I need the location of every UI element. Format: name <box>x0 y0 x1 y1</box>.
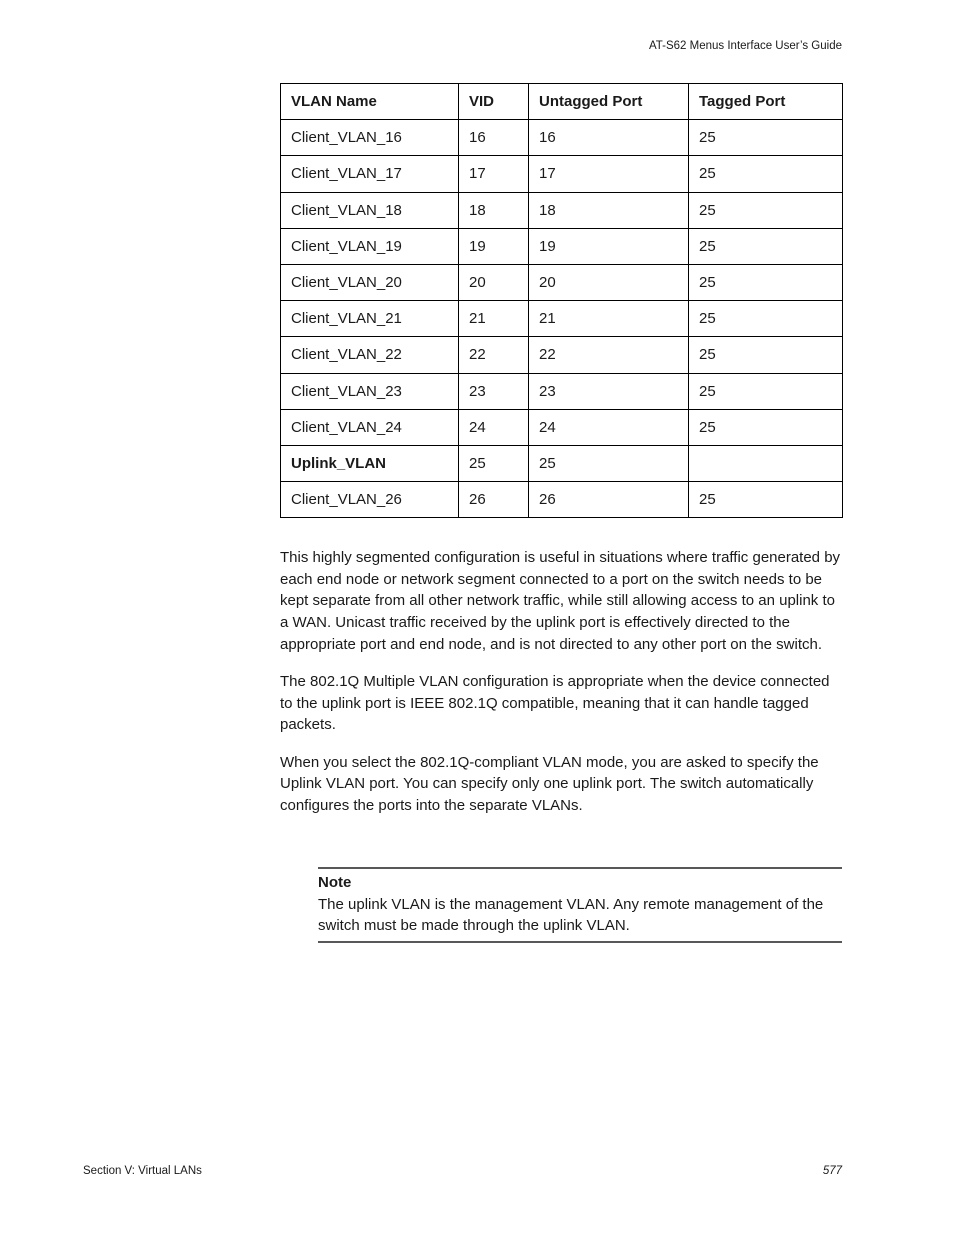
cell-vid: 23 <box>459 373 529 409</box>
cell-untagged-port: 18 <box>529 192 689 228</box>
cell-untagged-port: 17 <box>529 156 689 192</box>
cell-tagged-port: 25 <box>689 156 843 192</box>
cell-untagged-port: 26 <box>529 482 689 518</box>
cell-vid: 17 <box>459 156 529 192</box>
cell-vlan-name: Client_VLAN_24 <box>281 409 459 445</box>
cell-untagged-port: 25 <box>529 445 689 481</box>
note-block <box>318 867 842 943</box>
running-header: AT-S62 Menus Interface User’s Guide <box>648 40 842 52</box>
footer-page-number: 577 <box>822 1165 842 1177</box>
cell-tagged-port: 25 <box>689 264 843 300</box>
column-header-vid: VID <box>459 84 529 120</box>
vlan-table-container <box>280 83 842 518</box>
column-header-untagged-port: Untagged Port <box>529 84 689 120</box>
note-text: The uplink VLAN is the management VLAN. Any remote management of the switch must be made through the uplink VLAN. <box>318 895 824 934</box>
cell-vlan-name: Client_VLAN_16 <box>281 120 459 156</box>
cell-vlan-name: Uplink_VLAN <box>281 445 459 481</box>
cell-vid: 24 <box>459 409 529 445</box>
paragraph-segmented-config: This highly segmented configuration is useful in situations where traffic generated by each end node or network segment connected to a port on the switch needs to be kept separate from all other network traffic, while still allowing access to an uplink to a WAN. Unicast traffic received by the uplink port is effectively directed to the appropriate port and end node, and is not directed to any other port on the switch. <box>280 549 841 653</box>
cell-tagged-port: 25 <box>689 373 843 409</box>
table-row <box>281 445 843 481</box>
paragraph-uplink-port-selection: When you select the 802.1Q-compliant VLAN mode, you are asked to specify the Uplink VLAN port. You can specify only one uplink port. The switch automatically configures the ports into the separate VLANs. <box>280 753 819 815</box>
cell-vid: 22 <box>459 337 529 373</box>
table-row <box>281 337 843 373</box>
note-label: Note <box>318 874 352 891</box>
cell-vlan-name: Client_VLAN_20 <box>281 264 459 300</box>
column-header-vlan-name: VLAN Name <box>281 84 459 120</box>
cell-untagged-port: 23 <box>529 373 689 409</box>
cell-vlan-name: Client_VLAN_23 <box>281 373 459 409</box>
table-row <box>281 156 843 192</box>
cell-tagged-port: 25 <box>689 120 843 156</box>
table-row <box>281 120 843 156</box>
cell-vid: 20 <box>459 264 529 300</box>
cell-untagged-port: 21 <box>529 301 689 337</box>
vlan-table <box>280 83 843 518</box>
table-row <box>281 264 843 300</box>
table-row <box>281 228 843 264</box>
cell-vid: 19 <box>459 228 529 264</box>
cell-tagged-port <box>689 445 843 481</box>
cell-tagged-port: 25 <box>689 482 843 518</box>
cell-tagged-port: 25 <box>689 409 843 445</box>
footer-section-title: Section V: Virtual LANs <box>83 1165 202 1177</box>
cell-vid: 21 <box>459 301 529 337</box>
table-row <box>281 409 843 445</box>
paragraph-8021q-multiple-vlan: The 802.1Q Multiple VLAN configuration is appropriate when the device connected to the uplink port is IEEE 802.1Q compatible, meaning that it can handle tagged packets. <box>280 673 830 734</box>
vlan-table-body <box>281 120 843 518</box>
cell-untagged-port: 20 <box>529 264 689 300</box>
cell-vlan-name: Client_VLAN_21 <box>281 301 459 337</box>
cell-vid: 25 <box>459 445 529 481</box>
cell-vlan-name: Client_VLAN_18 <box>281 192 459 228</box>
cell-tagged-port: 25 <box>689 337 843 373</box>
column-header-tagged-port: Tagged Port <box>689 84 843 120</box>
cell-untagged-port: 19 <box>529 228 689 264</box>
table-header-row <box>281 84 843 120</box>
table-row <box>281 482 843 518</box>
cell-vid: 26 <box>459 482 529 518</box>
cell-tagged-port: 25 <box>689 192 843 228</box>
cell-vlan-name: Client_VLAN_26 <box>281 482 459 518</box>
cell-vlan-name: Client_VLAN_17 <box>281 156 459 192</box>
cell-untagged-port: 24 <box>529 409 689 445</box>
table-row <box>281 373 843 409</box>
cell-vlan-name: Client_VLAN_22 <box>281 337 459 373</box>
cell-tagged-port: 25 <box>689 301 843 337</box>
cell-tagged-port: 25 <box>689 228 843 264</box>
cell-untagged-port: 16 <box>529 120 689 156</box>
cell-vid: 18 <box>459 192 529 228</box>
table-row <box>281 192 843 228</box>
cell-vlan-name: Client_VLAN_19 <box>281 228 459 264</box>
cell-vid: 16 <box>459 120 529 156</box>
cell-untagged-port: 22 <box>529 337 689 373</box>
table-row <box>281 301 843 337</box>
body-text <box>280 547 844 832</box>
